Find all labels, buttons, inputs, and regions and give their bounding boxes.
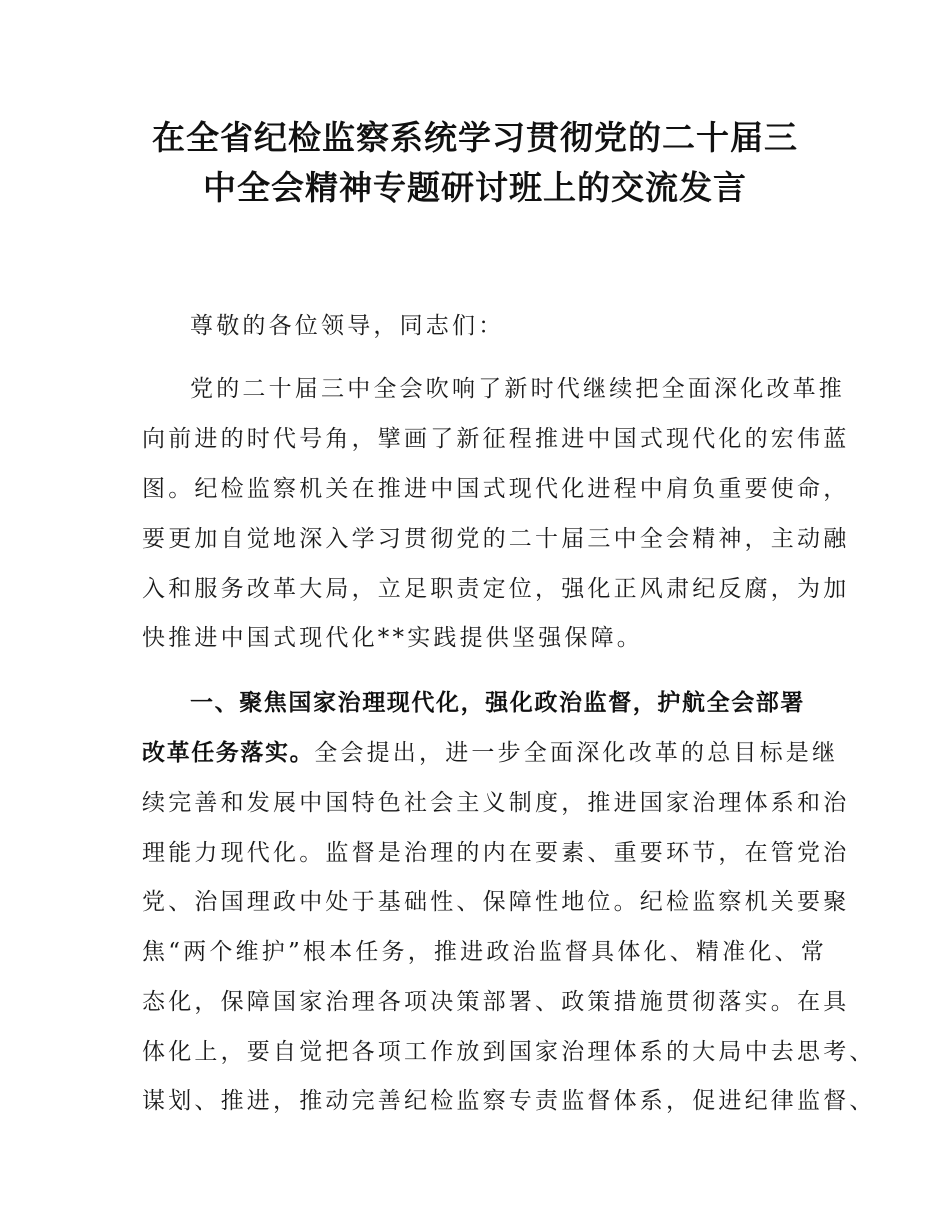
section-1-line-5: 党、治国理政中处于基础性、保障性地位。纪检监察机关要聚 bbox=[142, 889, 850, 915]
section-1-line-3: 续完善和发展中国特色社会主义制度，推进国家治理体系和治 bbox=[142, 790, 850, 816]
section-1-line-9: 谋划、推进，推动完善纪检监察专责监督体系，促进纪律监督、 bbox=[142, 1088, 876, 1114]
intro-line-3: 图。纪检监察机关在推进中国式现代化进程中肩负重要使命， bbox=[142, 476, 850, 502]
section-1-line-4: 理能力现代化。监督是治理的内在要素、重要环节，在管党治 bbox=[142, 840, 850, 866]
intro-line-1: 党的二十届三中全会吹响了新时代继续把全面深化改革推 bbox=[190, 376, 845, 402]
document-title-line-2: 中全会精神专题研讨班上的交流发言 bbox=[203, 168, 747, 207]
salutation: 尊敬的各位领导，同志们： bbox=[190, 313, 505, 339]
intro-line-4: 要更加自觉地深入学习贯彻党的二十届三中全会精神，主动融 bbox=[142, 526, 850, 552]
section-1-line-8: 体化上，要自觉把各项工作放到国家治理体系的大局中去思考、 bbox=[142, 1039, 876, 1065]
intro-line-6: 快推进中国式现代化**实践提供坚强保障。 bbox=[142, 625, 643, 651]
section-1-line-2-text: 全会提出，进一步全面深化改革的总目标是继 bbox=[314, 740, 839, 766]
intro-line-2: 向前进的时代号角，擘画了新征程推进中国式现代化的宏伟蓝 bbox=[142, 426, 850, 452]
section-1-heading: 一、聚焦国家治理现代化，强化政治监督，护航全会部署 bbox=[190, 690, 805, 716]
intro-line-5: 入和服务改革大局，立足职责定位，强化正风肃纪反腐，为加 bbox=[142, 576, 850, 602]
document-title-line-1: 在全省纪检监察系统学习贯彻党的二十届三 bbox=[152, 118, 798, 157]
section-1-line-2 bbox=[142, 738, 838, 768]
section-1-heading-end: 改革任务落实。 bbox=[142, 740, 315, 766]
section-1-line-7: 态化，保障国家治理各项决策部署、政策措施贯彻落实。在具 bbox=[142, 989, 850, 1015]
section-1-line-6: 焦“两个维护”根本任务，推进政治监督具体化、精准化、常 bbox=[142, 939, 827, 965]
